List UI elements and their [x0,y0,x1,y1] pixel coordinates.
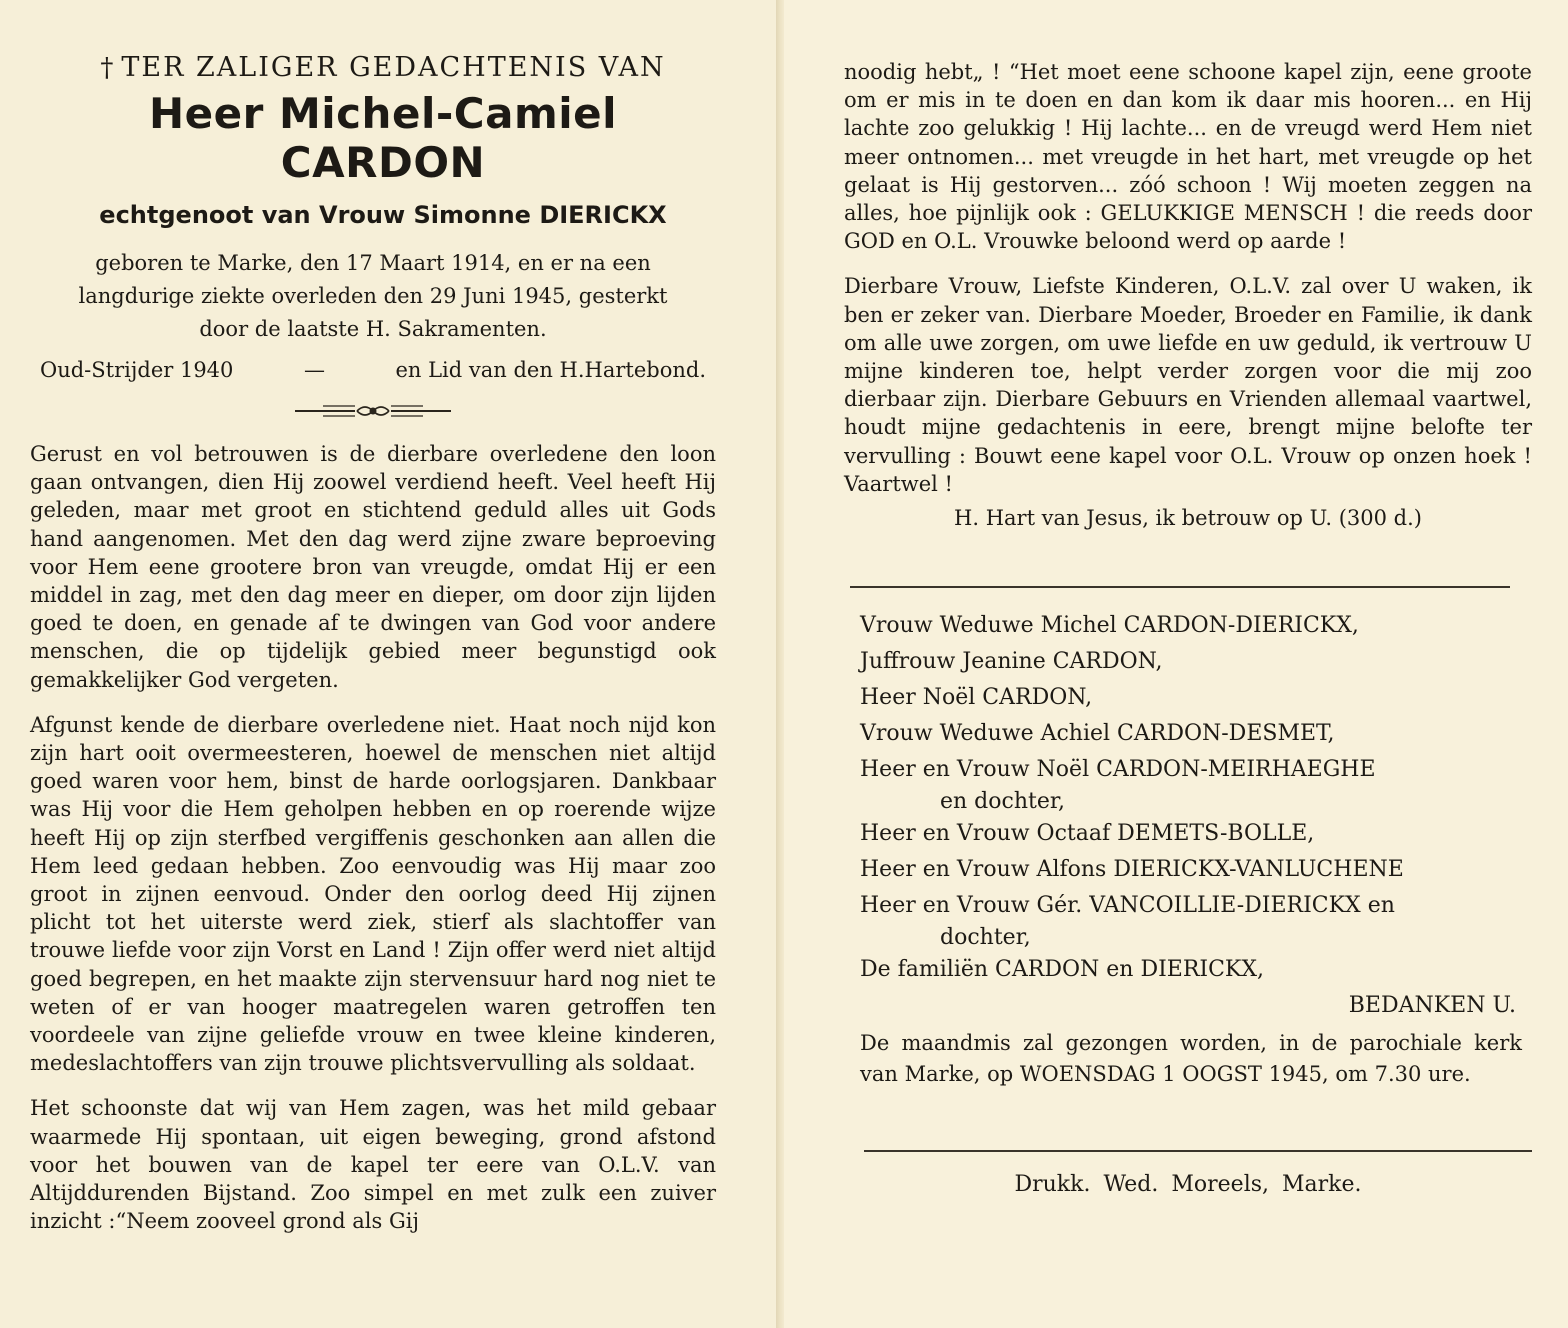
family-member: Heer en Vrouw Alfons DIERICKX-VANLUCHENE [860,857,1404,883]
tribute-paragraph-4: noodig hebt„ ! “Het moet eene schoone kapel zijn, eene groote om er mis in te doen en dan kom ik daar mis hooren... en Hij lachte zoo gelukkig ! Hij lachte... en de vreugd werd Hem niet meer ontnomen... met vreugde in het hart, met vreugde op het gelaat is Hij gestorven... zóó schoon ! Wij moeten zeggen na alles, hoe pijnlijk ook : GELUKKIGE MENSCH ! die reeds door GOD en O.L. Vrouwke beloond werd op aarde ! [844,60,1532,254]
printer-credit: Drukk. Wed. Moreels, Marke. [1014,1172,1362,1198]
section-divider [850,586,1510,588]
right-page [784,0,1568,1328]
family-member: De familiën CARDON en DIERICKX, [860,957,1265,983]
family-member: Juffrouw Jeanine CARDON, [860,649,1163,675]
family-member: Vrouw Weduwe Michel CARDON-DIERICKX, [860,613,1359,639]
family-member: Vrouw Weduwe Achiel CARDON-DESMET, [860,721,1335,747]
family-member-continuation: dochter, [940,925,1031,951]
family-member: Heer en Vrouw Octaaf DEMETS-BOLLE, [860,821,1315,847]
family-member: Heer en Vrouw Noël CARDON-MEIRHAEGHE [860,757,1376,783]
veteran-line [30,354,716,386]
family-member: Heer Noël CARDON, [860,685,1093,711]
spouse-line: echtgenoot van Vrouw Simonne DIERICKX [99,201,667,229]
birth-line: door de laatste H. Sakramenten. [199,317,547,341]
mass-announcement: De maandmis zal gezongen worden, in de parochiale kerk van Marke, op WOENSDAG 1 OOGST 1945, om 7.30 ure. [860,1031,1522,1087]
family-member: Heer en Vrouw Gér. VANCOILLIE-DIERICKX en [860,893,1395,919]
deceased-name: Heer Michel-Camiel CARDON [149,89,617,187]
veteran-status: Oud-Strijder 1940 [40,358,234,382]
ornament-divider [30,400,716,422]
left-page [0,0,776,1328]
family-member-continuation: en dochter, [940,789,1065,815]
prayer-line: H. Hart van Jesus, ik betrouw op U. (300 d.) [954,506,1422,531]
family-list [844,608,1532,1024]
birth-line: langdurige ziekte overleden den 29 Juni 1945, gesterkt [78,284,668,308]
cross-icon: † [100,53,116,83]
tribute-paragraph-2: Afgunst kende de dierbare overledene niet. Haat noch nijd kon zijn hart ooit overmeesteren, hoewel de menschen niet altijd goed waren voor hem, binst de harde oorlogsjaren. Dankbaar was Hij voor die Hem geholpen hebben en op roerende wijze heeft Hij op zijn sterfbed vergiffenis geschonken aan allen die Hem leed gedaan hebben. Zoo eenvoudig was Hij maar zoo groot in zijnen eenvoud. Onder den oorlog deed Hij zijnen plicht tot het uiterste werd ziek, stierf als slachtoffer van trouwe liefde voor zijn Vorst en Land ! Zijn offer werd niet altijd goed begrepen, en het maakte zijn stervensuur hard nog niet te weten of er van hooger maatregelen waren getroffen ten voordeele van zijne geliefde vrouw en twee kleine kinderen, medeslachtoffers van zijn trouwe plichtsvervulling als soldaat. [30,712,716,1076]
farewell-paragraph: Dierbare Vrouw, Liefste Kinderen, O.L.V. zal over U waken, ik ben er zeker van. Dierbare Moeder, Broeder en Familie, ik dank om alle uwe zorgen, om uwe liefde en uw geduld, ik vertrouw U mijne kinderen toe, helpt verder zorgen voor die mij zoo dierbaar zijn. Dierbare Gebuurs en Vrienden allemaal vaartwel, houdt mijne gedachtenis in eere, brengt mijne belofte ter vervulling : Bouwt eene kapel voor O.L. Vrouw op onzen hoek ! Vaartwel ! [844,274,1532,496]
birth-line: geboren te Marke, den 17 Maart 1914, en er na een [95,251,651,275]
card-fold [776,0,784,1328]
footer-divider [864,1150,1532,1152]
veteran-dash: — [303,358,325,382]
membership: en Lid van den H.Hartebond. [395,358,706,382]
tribute-paragraph-1: Gerust en vol betrouwen is de dierbare overledene den loon gaan ontvangen, dien Hij zoowel verdiend heeft. Veel heeft Hij geleden, maar met groot en stichtend geduld alles uit Gods hand aangenomen. Met den dag werd zijne zware beproeving voor Hem eene grootere bron van vreugde, omdat Hij er een middel in zag, met den dag meer en dieper, om door zijn lijden goed te doen, en genade af te dwingen van God voor andere menschen, die op tijdelijk gebied meer begunstigd ook gemakkelijker God vergeten. [30,442,716,692]
birth-death-info [30,247,716,346]
thanks-line: BEDANKEN U. [1348,993,1516,1019]
tribute-paragraph-3: Het schoonste dat wij van Hem zagen, was het mild gebaar waarmede Hij spontaan, uit eigen beweging, grond afstond voor het bouwen van de kapel ter eere van O.L.V. van Altijddurenden Bijstand. Zoo simpel en met zulk een zuiver inzicht :“Neem zooveel grond als Gij [30,1096,716,1234]
memorial-heading: † TER ZALIGER GEDACHTENIS VAN [100,52,666,83]
ornament-icon [293,400,453,422]
